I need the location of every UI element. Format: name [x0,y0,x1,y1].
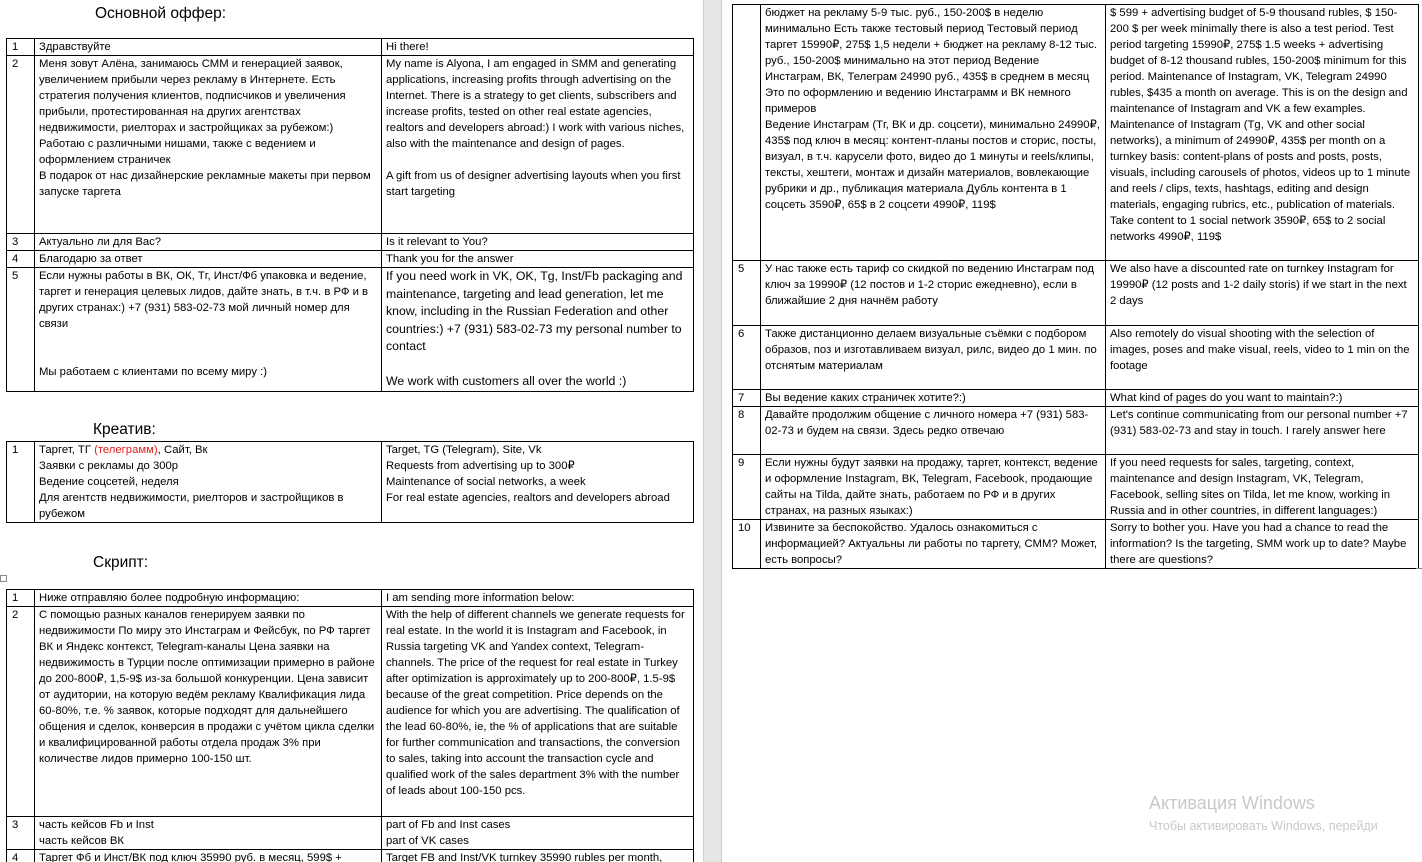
table-row [733,520,1419,569]
russian-cell[interactable]: Давайте продолжим общение с личного номера +7 (931) 583-02-73 и будем на связи. Здесь редко отвечаю [761,407,1106,455]
creative-section-title: Креатив: [93,421,156,438]
russian-cell[interactable]: Таргет Фб и Инст/ВК под ключ 35990 руб. в месяц, 599$ + [35,850,382,862]
row-number: 6 [733,326,761,390]
windows-activation-title: Активация Windows [1149,793,1315,813]
table-row [733,326,1419,390]
russian-cell[interactable] [35,442,382,523]
offer-table [6,38,694,392]
table-row [7,56,694,234]
table-move-handle[interactable] [0,575,7,582]
row-number: 7 [733,390,761,407]
english-cell[interactable]: Hi there! [382,39,694,56]
table-row [7,607,694,817]
page-gap [703,0,722,862]
row-number [733,5,761,261]
table-row [733,455,1419,520]
creative-table [6,441,694,523]
table-row [7,850,694,862]
table-row [733,5,1419,261]
russian-cell[interactable]: Если нужны работы в ВК, ОК, Тг, Инст/Фб упаковка и ведение, таргет и генерация целевых лидов, дайте знать, в т.ч. в РФ и в других странах:) +7 (931) 583-02-73 мой личный номер для связи Мы работаем с клиентами по всему миру :) [35,268,382,392]
english-cell[interactable]: Let's continue communicating from our personal number +7 (931) 583-02-73 and stay in touch. I rarely answer here [1106,407,1419,455]
row-number: 3 [7,234,35,251]
english-cell[interactable]: We also have a discounted rate on turnkey Instagram for 19990₽ (12 posts and 1-2 daily storis) if we start in the next 2 days [1106,261,1419,326]
row-number: 4 [7,850,35,862]
english-cell[interactable]: Sorry to bother you. Have you had a chance to read the information? Is the targeting, SMM work up to date? Maybe there are questions? [1106,520,1419,569]
russian-cell[interactable]: Благодарю за ответ [35,251,382,268]
english-cell[interactable]: I am sending more information below: [382,590,694,607]
english-cell[interactable]: My name is Alyona, I am engaged in SMM and generating applications, increasing profits through advertising on the Internet. There is a strategy to get clients, subscribers and increase profits, tested on other real estate agencies, realtors and developers abroad:) I work with various niches, also with the maintenance and design of pages. A gift from us of designer advertising layouts when you first start targeting [382,56,694,234]
english-cell[interactable]: Target FB and Inst/VK turnkey 35990 rubles per month, [382,850,694,862]
table-row [7,39,694,56]
table-row [7,442,694,523]
russian-cell[interactable]: Меня зовут Алёна, занимаюсь СММ и генерацией заявок, увеличением прибыли через рекламу в Интернете. Есть стратегия получения клиентов, подписчиков и увеличения прибыли, протестированная на других агентствах недвижимости, риелторах и застройщиках за рубежом:) Работаю с различными нишами, также с ведением и оформлением страничек В подарок от нас дизайнерские рекламные макеты при первом запуске таргета [35,56,382,234]
table-row [7,251,694,268]
english-cell[interactable]: Also remotely do visual shooting with the selection of images, poses and make visual, reels, video to 1 min on the footage [1106,326,1419,390]
russian-cell[interactable]: Также дистанционно делаем визуальные съёмки с подбором образов, поз и изготавливаем визуал, рилс, видео до 1 мин. по отснятым материалам [761,326,1106,390]
script-section-title: Скрипт: [93,554,149,571]
row-number: 1 [7,442,35,523]
russian-cell[interactable]: часть кейсов Fb и Inst часть кейсов ВК [35,817,382,850]
english-cell[interactable]: If you need requests for sales, targeting, context, maintenance and design Instagram, VK, Telegram, Facebook, selling sites on Tilda, let me know, working in Russia and in other countries, in different languages:) [1106,455,1419,520]
russian-cell[interactable]: Если нужны будут заявки на продажу, таргет, контекст, ведение и оформление Instagram, ВК, Telegram, Facebook, продающие сайты на Tilda, дайте знать, работаем по РФ и в других странах, на разных языках:) [761,455,1106,520]
document-page-left [0,0,703,862]
russian-cell[interactable]: бюджет на рекламу 5-9 тыс. руб., 150-200$ в неделю минимально Есть также тестовый период Тестовый период таргет 15990₽, 275$ 1,5 недели + бюджет на рекламу 8-12 тыс. руб., 150-200$ минимально на этот период Ведение Инстаграм, ВК, Телеграм 24990 руб., 435$ в среднем в месяц Это по оформлению и ведению Инстаграмм и ВК немного примеров Ведение Инстаграм (Тг, ВК и др. соцсети), минимально 24990₽, 435$ под ключ в месяц: контент-планы постов и сторис, посты, визуал, в т.ч. карусели фото, видео до 1 минуты и reels/клипы, тексты, хештеги, монтаж и дизайн материалов, вовлекающие рубрики и др., публикация материала Дубль контента в 1 соцсеть 3590₽, 65$ в 2 соцсети 4990₽, 119$ [761,5,1106,261]
row-number: 1 [7,39,35,56]
russian-cell[interactable]: Ниже отправляю более подробную информацию: [35,590,382,607]
row-number: 2 [7,607,35,817]
table-resize-handle[interactable] [1416,568,1422,574]
creative-ru-rest: , Сайт, Вк Заявки с рекламы до 300р Ведение соцсетей, неделя Для агентств недвижимости, риелторов и застройщиков в рубежом [39,444,344,520]
row-number: 5 [7,268,35,392]
row-number: 3 [7,817,35,850]
script-table-continued [732,4,1419,569]
english-cell[interactable]: part of Fb and Inst cases part of VK cases [382,817,694,850]
english-cell[interactable]: Thank you for the answer [382,251,694,268]
document-page-right [722,0,1422,862]
script-table [6,589,694,862]
russian-cell[interactable]: Актуально ли для Вас? [35,234,382,251]
english-cell[interactable]: What kind of pages do you want to maintain?:) [1106,390,1419,407]
english-cell[interactable]: Target, TG (Telegram), Site, Vk Requests from advertising up to 300₽ Maintenance of social networks, a week For real estate agencies, realtors and developers abroad [382,442,694,523]
table-row [7,268,694,392]
table-row [733,407,1419,455]
row-number: 1 [7,590,35,607]
english-cell[interactable]: With the help of different channels we generate requests for real estate. In the world it is Instagram and Facebook, in Russia targeting VK and Yandex context, Telegram-channels. The price of the request for real estate in Turkey after optimization is approximately up to 200-800₽, 1.5-9$ because of the great competition. Price depends on the audience for which you are advertising. The qualification of the lead 60-80%, ie, the % of applications that are suitable for further communication and transactions, the conversion to sales, taking into account the transaction cycle and qualified work of the sales department 3% with the number of leads about 100-150 pcs. [382,607,694,817]
russian-cell[interactable]: Извините за беспокойство. Удалось ознакомиться с информацией? Актуальны ли работы по таргету, СММ? Может, есть вопросы? [761,520,1106,569]
english-cell[interactable]: $ 599 + advertising budget of 5-9 thousand rubles, $ 150-200 $ per week minimally there is also a test period. Test period targeting 15990₽, 275$ 1.5 weeks + advertising budget of 8-12 thousand rubles, 150-200$ minimum for this period. Maintenance of Instagram, VK, Telegram 24990 rubles, $435 a month on average. This is on the design and maintenance of Instagram and VK a few examples. Maintenance of Instagram (Tg, VK and other social networks), a minimum of 24990₽, 435$ per month on a turnkey basis: content-plans of posts and posts, posts, visuals, including carousels of photos, videos up to 1 minute and reels / clips, texts, hashtags, editing and design materials, engaging rubrics, etc., publication of materials. Take content to 1 social network 3590₽, 65$ to 2 social networks 4990₽, 119$ [1106,5,1419,261]
table-row [733,261,1419,326]
english-cell[interactable]: If you need work in VK, OK, Tg, Inst/Fb packaging and maintenance, targeting and lead generation, let me know, including in the Russian Federation and other countries:) +7 (931) 583-02-73 my personal number to contact We work with customers all over the world :) [382,268,694,392]
row-number: 8 [733,407,761,455]
table-row [733,390,1419,407]
creative-ru-prefix: Таргет, ТГ [39,444,95,456]
table-row [7,234,694,251]
telegram-highlight: (телеграмм) [94,444,158,456]
russian-cell[interactable]: У нас также есть тариф со скидкой по ведению Инстаграм под ключ за 19990₽ (12 постов и 1-2 сторис ежедневно), если в ближайшие 2 дня начнём работу [761,261,1106,326]
english-cell[interactable]: Is it relevant to You? [382,234,694,251]
russian-cell[interactable]: Вы ведение каких страничек хотите?:) [761,390,1106,407]
row-number: 2 [7,56,35,234]
row-number: 9 [733,455,761,520]
table-row [7,817,694,850]
offer-section-title: Основной оффер: [95,5,227,22]
russian-cell[interactable]: Здравствуйте [35,39,382,56]
russian-cell[interactable]: С помощью разных каналов генерируем заявки по недвижимости По миру это Инстаграм и Фейсбук, по РФ таргет ВК и Яндекс контекст, Telegram-каналы Цена заявки на недвижимость в Турции после оптимизации примерно в районе до 200-800₽, 1,5-9$ из-за большой конкуренции. Цена зависит от аудитории, на которую ведём рекламу Квалификация лида 60-80%, т.е. % заявок, которые подходят для дальнейшего общения и сделок, конверсия в продажи с учётом цикла сделки и квалифицированной работы отдела продаж 3% при количестве лидов примерно 100-150 шт. [35,607,382,817]
windows-activation-hint: Чтобы активировать Windows, перейди [1149,819,1378,833]
row-number: 4 [7,251,35,268]
row-number: 10 [733,520,761,569]
table-row [7,590,694,607]
row-number: 5 [733,261,761,326]
